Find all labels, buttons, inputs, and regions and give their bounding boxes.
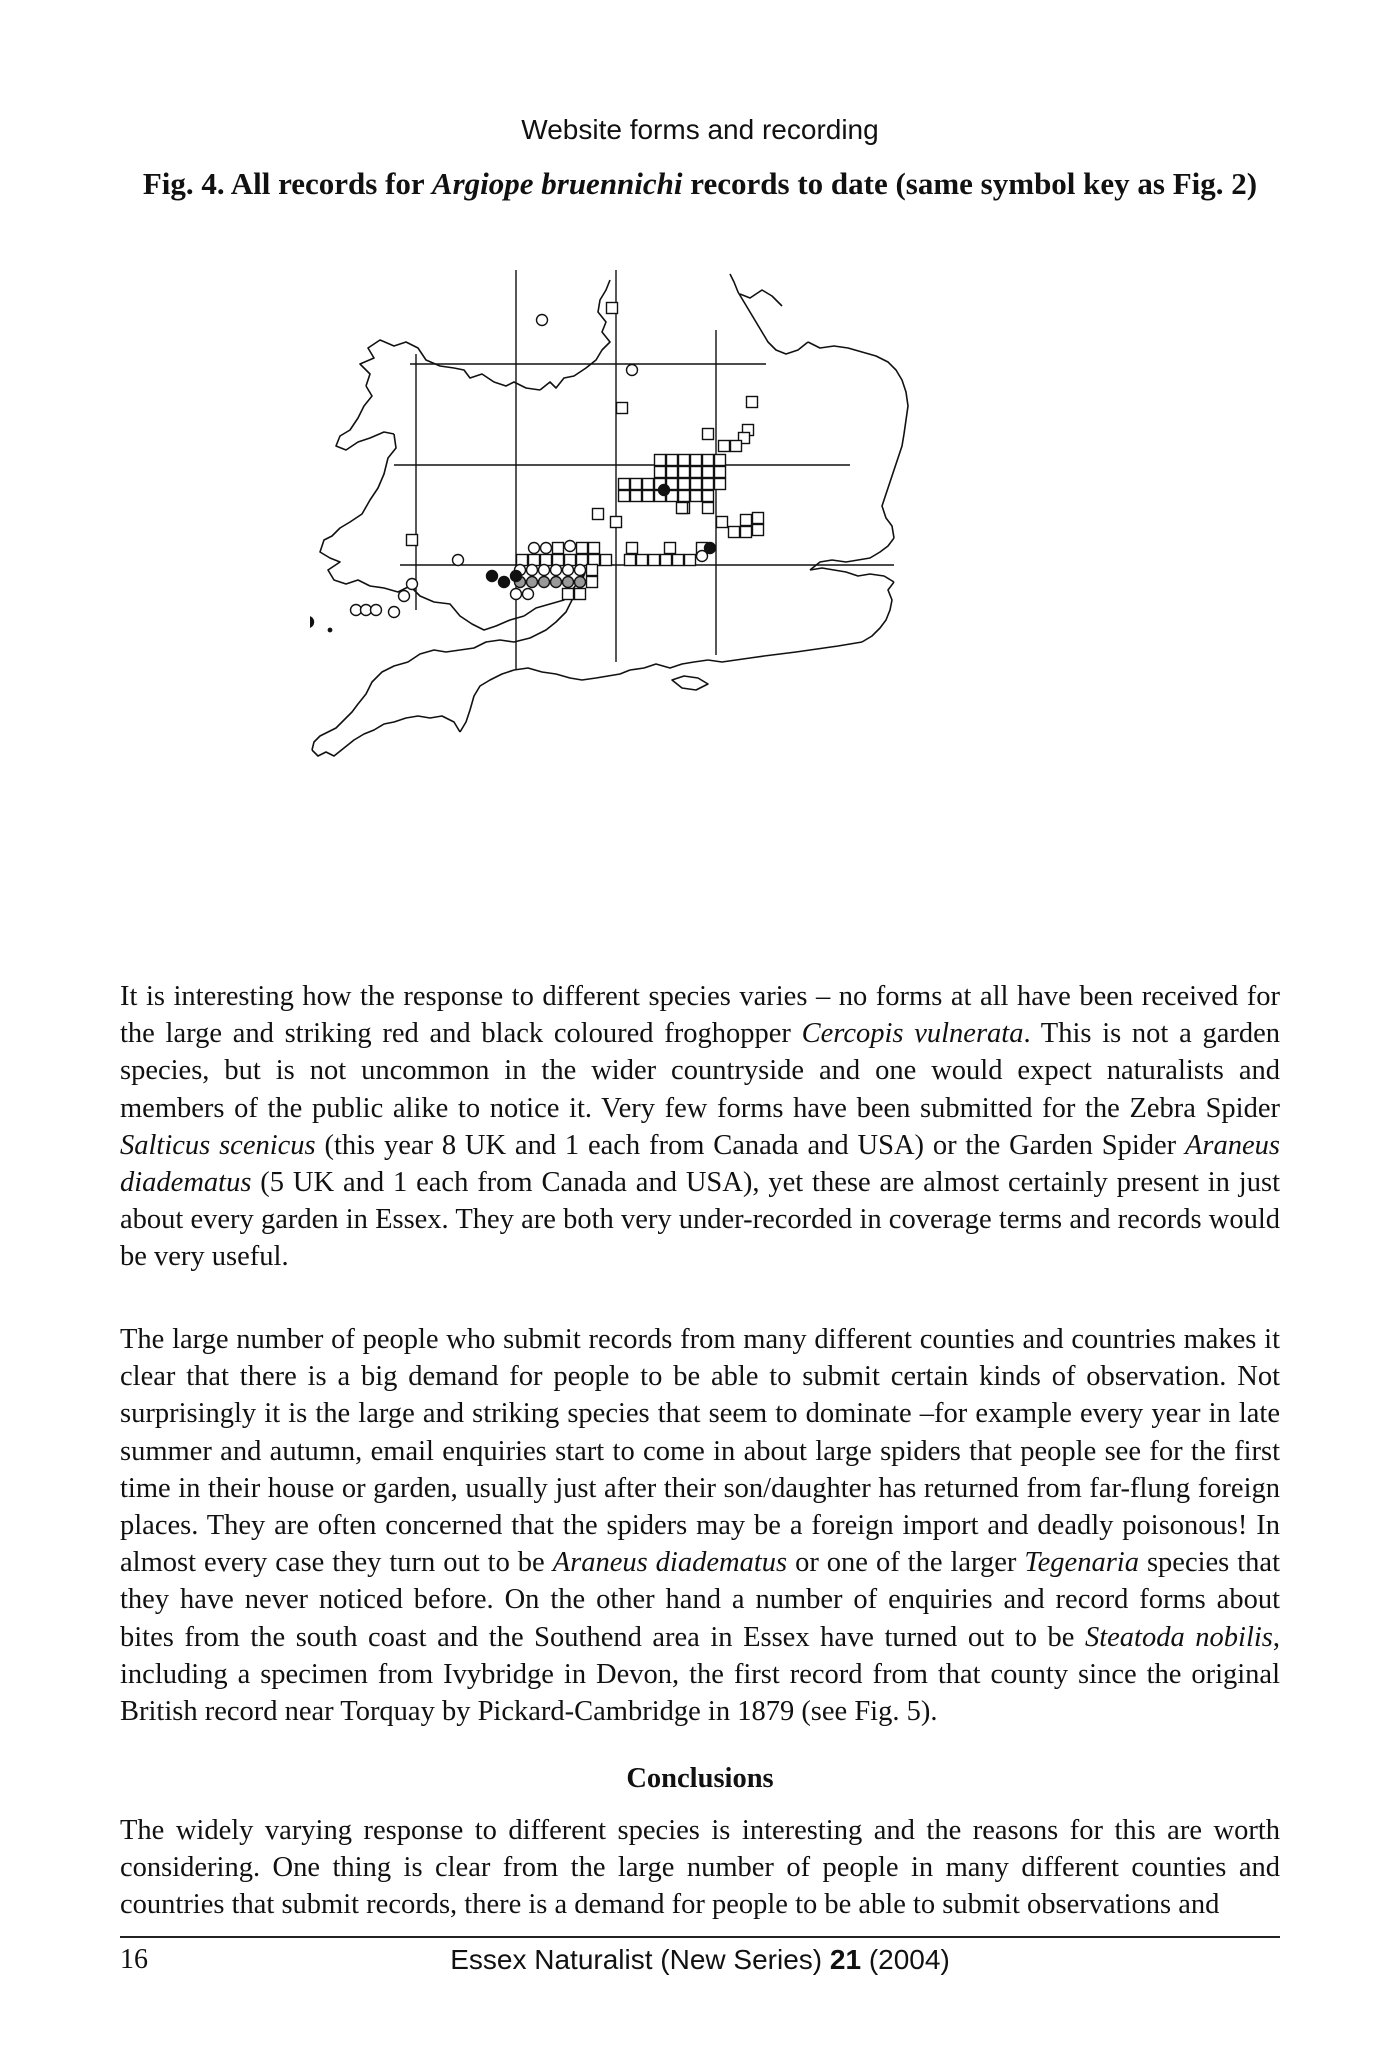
record-square bbox=[589, 543, 600, 554]
coastline bbox=[310, 270, 908, 756]
conclusions-heading: Conclusions bbox=[626, 1763, 774, 1794]
map-records bbox=[310, 303, 764, 648]
record-dot-open bbox=[627, 365, 638, 376]
record-square bbox=[715, 467, 726, 478]
record-square bbox=[703, 467, 714, 478]
record-square bbox=[667, 467, 678, 478]
record-square bbox=[637, 555, 648, 566]
footer-rule bbox=[120, 1936, 1280, 1938]
record-square bbox=[517, 555, 528, 566]
record-square bbox=[677, 503, 688, 514]
record-square bbox=[685, 555, 696, 566]
text-run: . This is not a garden species, but is not uncommon in the wider countryside and one would expect naturalists and members of the public alike to notice it. Very few forms have been submitted for the Zebra Spider bbox=[120, 1018, 1280, 1124]
record-dot-open bbox=[541, 543, 552, 554]
record-square bbox=[529, 555, 540, 566]
record-square bbox=[679, 455, 690, 466]
paragraph-2 bbox=[120, 1321, 1280, 1730]
record-square bbox=[553, 543, 564, 554]
record-square bbox=[691, 467, 702, 478]
record-square bbox=[731, 441, 742, 452]
record-square bbox=[719, 441, 730, 452]
journal-year: (2004) bbox=[861, 1944, 950, 1975]
record-dot-open bbox=[389, 607, 400, 618]
record-dot-open bbox=[551, 565, 562, 576]
distribution-map bbox=[310, 270, 1070, 910]
record-dot-open bbox=[527, 565, 538, 576]
record-square bbox=[607, 303, 618, 314]
record-dot-open bbox=[523, 589, 534, 600]
record-square bbox=[715, 479, 726, 490]
record-dot-grey bbox=[527, 577, 538, 588]
text-run: (this year 8 UK and 1 each from Canada and USA) or the Garden Spider bbox=[315, 1129, 1186, 1161]
text-run: (5 UK and 1 each from Canada and USA), yet these are almost certainly present in just about every garden in Essex. They are both very under-recorded in coverage terms and records would be very useful. bbox=[120, 1167, 1280, 1273]
record-square bbox=[577, 543, 588, 554]
record-dot-grey bbox=[575, 577, 586, 588]
species-name: Tegenaria bbox=[1024, 1547, 1139, 1579]
record-square bbox=[587, 565, 598, 576]
record-square bbox=[643, 479, 654, 490]
record-square bbox=[541, 555, 552, 566]
caption-prefix: Fig. 4. All records for bbox=[142, 166, 432, 201]
text-run: It is interesting how the response to different species varies – no forms at all have been received for the large and striking red and black coloured froghopper bbox=[120, 981, 1280, 1050]
record-dot-grey bbox=[551, 577, 562, 588]
record-square bbox=[655, 455, 666, 466]
species-name: Steatoda nobilis bbox=[1084, 1621, 1273, 1653]
record-square bbox=[611, 517, 622, 528]
record-dot-open bbox=[537, 315, 548, 326]
journal-volume: 21 bbox=[829, 1944, 862, 1975]
record-dot-filled bbox=[659, 485, 670, 496]
record-square bbox=[631, 491, 642, 502]
record-square bbox=[655, 467, 666, 478]
record-square bbox=[679, 467, 690, 478]
text-run: , including a specimen from Ivybridge in Devon, the first record from that county since the original British record near Torquay by Pickard-Cambridge in 1879 (see Fig. 5). bbox=[120, 1621, 1280, 1728]
text-run: The widely varying response to different species is interesting and the reasons for this are worth considering. One thing is clear from the large number of people in many different counties and countries that submit records, there is a demand for people to be able to submit observations and bbox=[120, 1815, 1280, 1921]
record-square bbox=[753, 513, 764, 524]
record-square bbox=[741, 515, 752, 526]
record-square bbox=[717, 517, 728, 528]
record-square bbox=[625, 555, 636, 566]
species-name: Araneus diadematus bbox=[552, 1547, 788, 1579]
record-square bbox=[703, 503, 714, 514]
record-square bbox=[673, 555, 684, 566]
species-name: Araneus diadematus bbox=[120, 1129, 1281, 1199]
record-dot-filled bbox=[499, 577, 510, 588]
record-square bbox=[703, 491, 714, 502]
record-dot-filled bbox=[487, 571, 498, 582]
record-dot-open bbox=[697, 551, 708, 562]
record-dot-open bbox=[511, 589, 522, 600]
record-dot-filled bbox=[310, 617, 314, 628]
record-square bbox=[631, 479, 642, 490]
record-square bbox=[703, 429, 714, 440]
record-square bbox=[753, 525, 764, 536]
record-square bbox=[667, 455, 678, 466]
record-dot-open bbox=[529, 543, 540, 554]
record-square bbox=[747, 397, 758, 408]
record-square bbox=[649, 555, 660, 566]
record-square bbox=[703, 455, 714, 466]
record-square bbox=[703, 479, 714, 490]
record-square bbox=[407, 535, 418, 546]
record-dot-open bbox=[563, 565, 574, 576]
caption-species: Argiope bruennichi bbox=[431, 166, 683, 201]
record-square bbox=[679, 491, 690, 502]
paragraph-1 bbox=[120, 978, 1280, 1276]
record-square bbox=[601, 555, 612, 566]
species-name: Salticus scenicus bbox=[120, 1129, 316, 1161]
paragraph-3 bbox=[120, 1812, 1280, 1924]
text-run: or one of the larger bbox=[787, 1547, 1025, 1579]
record-square bbox=[553, 555, 564, 566]
record-dot-open bbox=[565, 541, 576, 552]
record-square bbox=[691, 491, 702, 502]
record-dot-open bbox=[407, 579, 418, 590]
record-dot-open bbox=[575, 565, 586, 576]
journal-name: Essex Naturalist (New Series) bbox=[450, 1944, 830, 1975]
map-grid bbox=[394, 270, 894, 670]
record-dot-open bbox=[399, 591, 410, 602]
record-square bbox=[729, 527, 740, 538]
record-dot-open bbox=[371, 605, 382, 616]
record-square bbox=[691, 479, 702, 490]
record-dot-filled bbox=[511, 571, 522, 582]
record-square bbox=[679, 479, 690, 490]
species-name: Cercopis vulnerata bbox=[801, 1018, 1024, 1050]
running-title: Website forms and recording bbox=[521, 114, 879, 145]
record-square bbox=[587, 577, 598, 588]
record-square bbox=[627, 543, 638, 554]
page-number: 16 bbox=[120, 1944, 148, 1975]
record-square bbox=[665, 543, 676, 554]
record-dot-open bbox=[539, 565, 550, 576]
record-square bbox=[565, 555, 576, 566]
text-run: The large number of people who submit records from many different counties and countries makes it clear that there is a big demand for people to be able to submit certain kinds of observation. Not surprisingly it is the large and striking species that seem to dominate –for example every year in late summer and autumn, email enquiries start to come in about large spiders that people see for the first time in their house or garden, usually just after their son/daughter has returned from far-flung foreign places. They are often concerned that the spiders may be a foreign import and deadly poisonous! In almost every case they turn out to be bbox=[120, 1324, 1280, 1579]
record-square bbox=[575, 589, 586, 600]
record-square bbox=[563, 589, 574, 600]
record-square bbox=[691, 455, 702, 466]
record-square bbox=[619, 491, 630, 502]
text-run: species that they have never noticed before. On the other hand a number of enquiries and record forms about bites from the south coast and the Southend area in Essex have turned out to be bbox=[120, 1547, 1280, 1653]
record-square bbox=[593, 509, 604, 520]
figure-caption bbox=[120, 166, 1280, 202]
record-square bbox=[617, 403, 628, 414]
record-square bbox=[643, 491, 654, 502]
journal-citation bbox=[0, 1944, 1400, 1976]
record-dot-grey bbox=[539, 577, 550, 588]
record-dot-grey bbox=[563, 577, 574, 588]
caption-suffix: records to date (same symbol key as Fig. 2) bbox=[682, 166, 1258, 201]
record-square bbox=[715, 455, 726, 466]
record-dot-open bbox=[453, 555, 464, 566]
record-square bbox=[619, 479, 630, 490]
record-square bbox=[661, 555, 672, 566]
record-square bbox=[741, 527, 752, 538]
